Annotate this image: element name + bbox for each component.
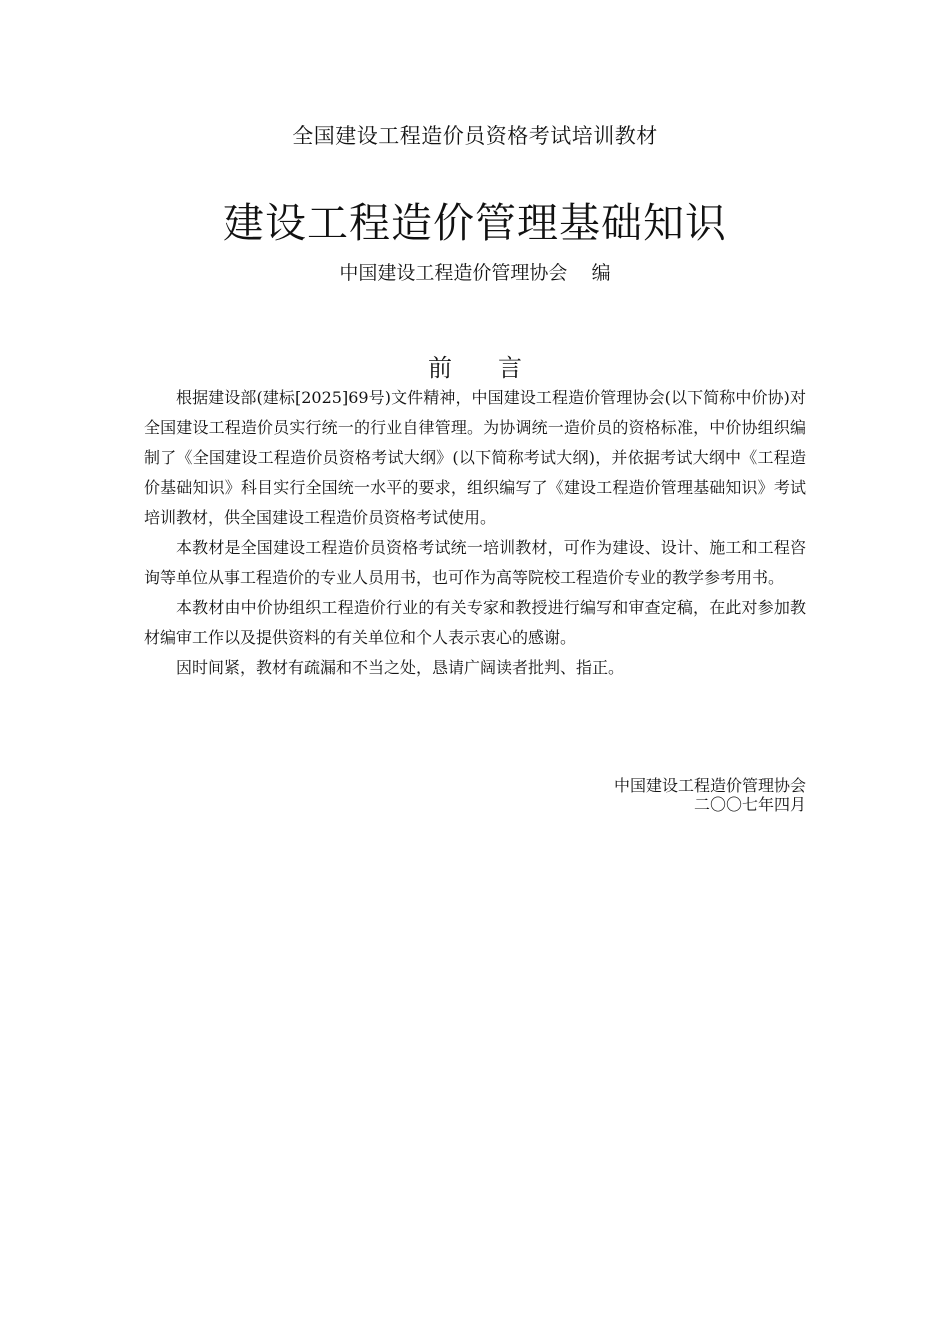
preface-paragraph: 因时间紧，教材有疏漏和不当之处，恳请广阔读者批判、指正。 xyxy=(176,658,625,677)
preface-heading: 前言 xyxy=(428,354,568,382)
signature-date: 二〇〇七年四月 xyxy=(693,795,806,814)
signature-organization: 中国建设工程造价管理协会 xyxy=(613,776,806,795)
signature-block xyxy=(500,776,806,814)
preface-paragraph: 根据建设部(建标[2025]69号)文件精神，中国建设工程造价管理协会(以下简称中价协)对全国建设工程造价员实行统一的行业自律管理。为协调统一造价员的资格标准，中价协组织编制了《全国建设工程造价员资格考试大纲》(以下简称考试大纲)，并依据考试大纲中《工程造价基础知识》科目实行全国统一水平的要求，组织编写了《建设工程造价管理基础知识》考试培训教材，供全国建设工程造价员资格考试使用。 xyxy=(144,388,806,527)
preface-paragraph: 本教材由中价协组织工程造价行业的有关专家和教授进行编写和审查定稿，在此对参加教材编审工作以及提供资料的有关单位和个人表示衷心的感谢。 xyxy=(144,598,806,647)
preface-body xyxy=(144,383,806,683)
preface-paragraph: 本教材是全国建设工程造价员资格考试统一培训教材，可作为建设、设计、施工和工程咨询等单位从事工程造价的专业人员用书，也可作为高等院校工程造价专业的教学参考用书。 xyxy=(144,538,806,587)
series-title: 全国建设工程造价员资格考试培训教材 xyxy=(292,124,658,148)
book-title: 建设工程造价管理基础知识 xyxy=(223,199,727,247)
editor-line: 中国建设工程造价管理协会 编 xyxy=(339,262,611,284)
